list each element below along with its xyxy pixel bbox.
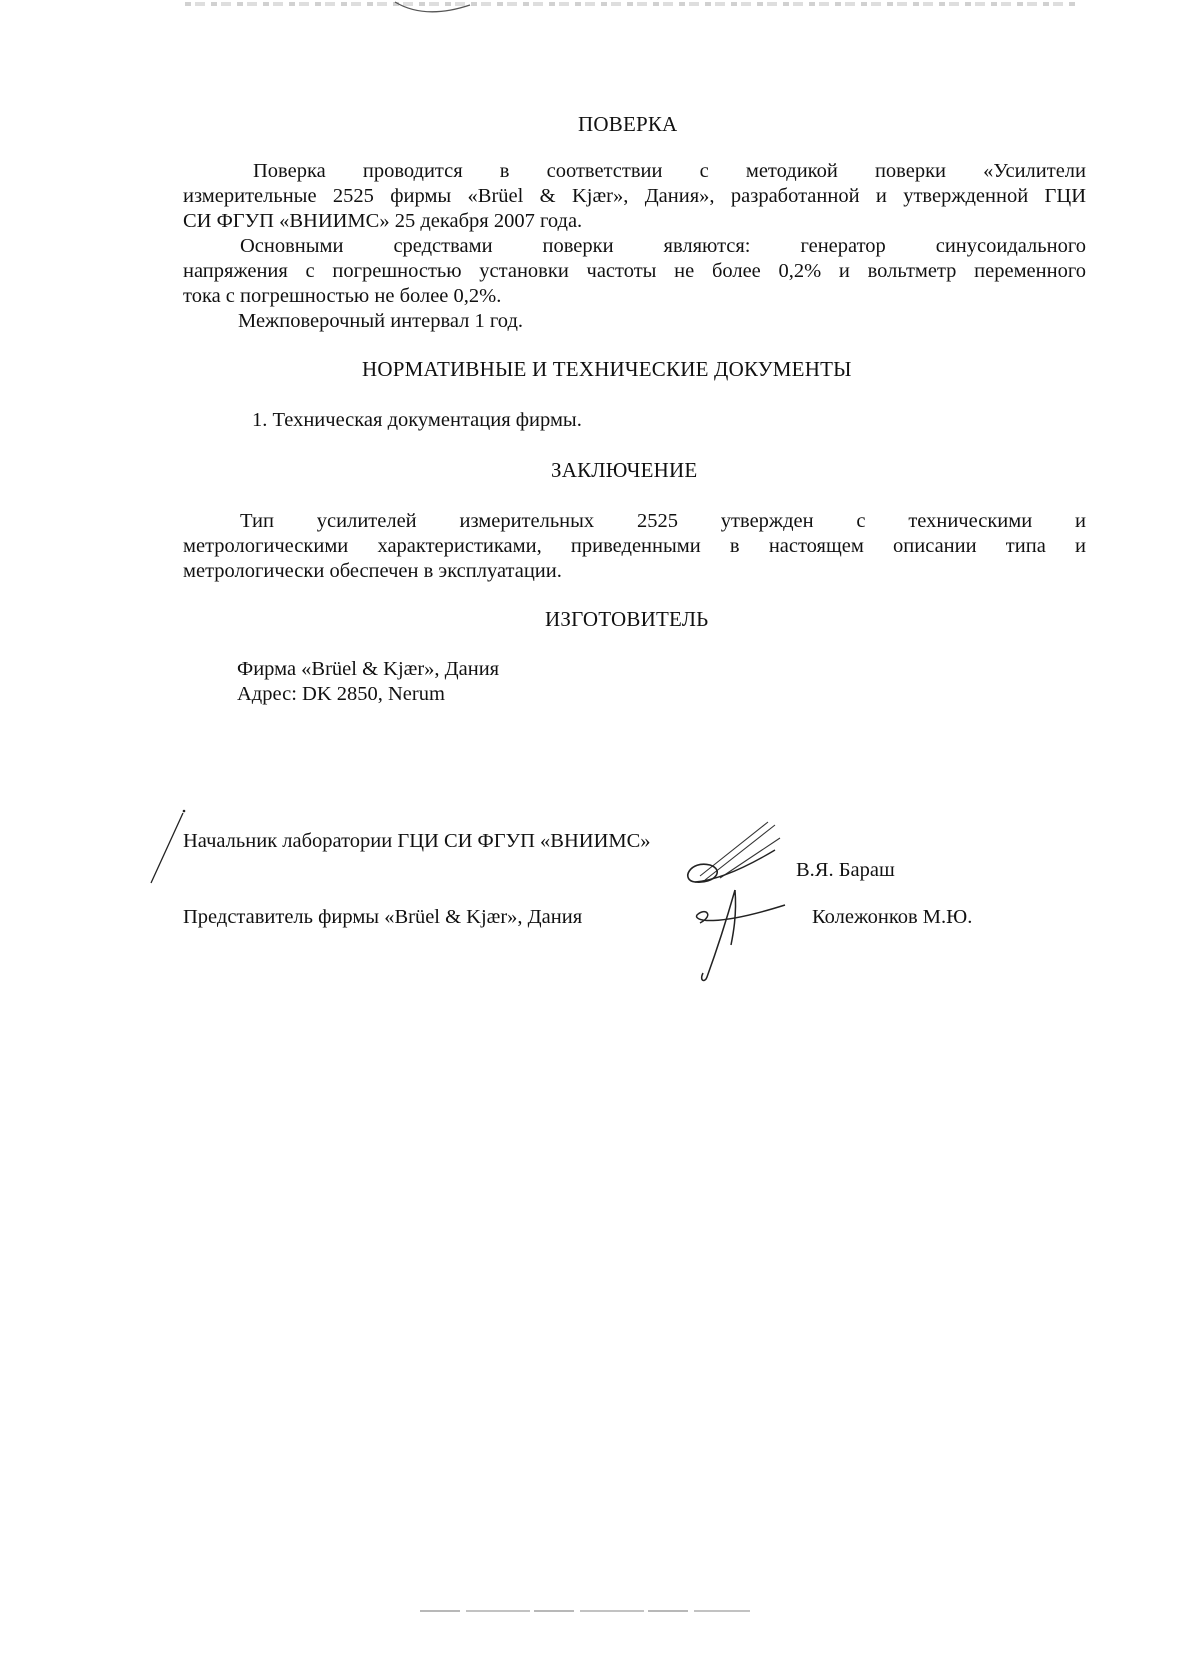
- signature-kolezhonkov-icon: [695, 885, 795, 985]
- signature-barash-icon: [680, 820, 790, 895]
- section-title-normative: НОРМАТИВНЫЕ И ТЕХНИЧЕСКИЕ ДОКУМЕНТЫ: [362, 357, 852, 381]
- signature-name-kolezhonkov: Колежонков М.Ю.: [812, 906, 973, 928]
- conclusion-line1: Тип усилителей измерительных 2525 утвержден с техническими и: [240, 510, 1086, 532]
- conclusion-line3: метрологически обеспечен в эксплуатации.: [183, 560, 562, 582]
- section-title-manufacturer: ИЗГОТОВИТЕЛЬ: [545, 607, 709, 631]
- scan-artifact-arc: [385, 0, 495, 20]
- verification-para2-line2: напряжения с погрешностью установки частоты не более 0,2% и вольтметр переменного: [183, 260, 1086, 282]
- margin-mark-stroke: [148, 808, 188, 888]
- verification-para2-line3: тока с погрешностью не более 0,2%.: [183, 285, 502, 307]
- verification-para2-line1: Основными средствами поверки являются: генератор синусоидального: [240, 235, 1086, 257]
- verification-para1-line3: СИ ФГУП «ВНИИМС» 25 декабря 2007 года.: [183, 210, 583, 232]
- signature-role-representative: Представитель фирмы «Brüel & Kjær», Дания: [183, 906, 583, 928]
- verification-interval: Межповерочный интервал 1 год.: [238, 310, 523, 332]
- manufacturer-address: Адрес: DK 2850, Nerum: [237, 683, 445, 705]
- normative-item-1: 1. Техническая документация фирмы.: [252, 409, 582, 431]
- verification-para1-line2: измерительные 2525 фирмы «Brüel & Kjær», Дания», разработанной и утвержденной ГЦИ: [183, 185, 1086, 207]
- signature-role-lab-head: Начальник лаборатории ГЦИ СИ ФГУП «ВНИИМС»: [183, 830, 651, 852]
- signature-name-barash: В.Я. Бараш: [796, 859, 895, 881]
- section-title-conclusion: ЗАКЛЮЧЕНИЕ: [551, 458, 698, 482]
- scan-artifact-bottom: [420, 1610, 750, 1612]
- conclusion-line2: метрологическими характеристиками, приведенными в настоящем описании типа и: [183, 535, 1086, 557]
- verification-para1-line1: Поверка проводится в соответствии с методикой поверки «Усилители: [253, 160, 1086, 182]
- scan-artifact-top: [185, 2, 1075, 6]
- manufacturer-company: Фирма «Brüel & Kjær», Дания: [237, 658, 500, 680]
- section-title-verification: ПОВЕРКА: [578, 112, 678, 136]
